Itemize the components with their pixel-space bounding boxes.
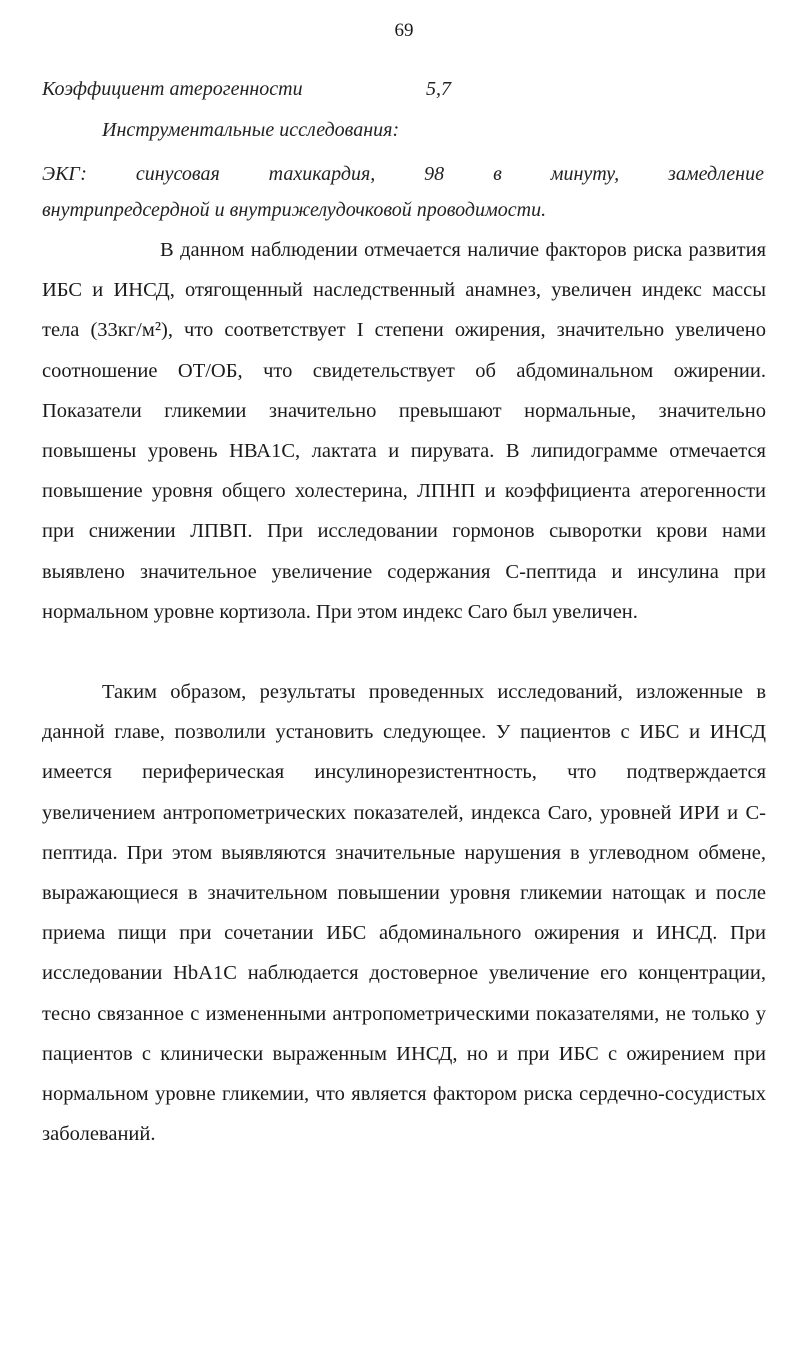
ekg-word: минуту, <box>550 163 620 185</box>
ekg-word: замедление <box>668 163 764 185</box>
ekg-word: в <box>493 163 502 185</box>
coefficient-value: 5,7 <box>426 78 451 100</box>
ekg-word: тахикардия, <box>268 163 376 185</box>
page-number: 69 <box>394 20 414 41</box>
ekg-line-1 <box>42 156 764 192</box>
atherogenic-coefficient-line <box>42 78 762 101</box>
ekg-word: ЭКГ: <box>42 163 87 185</box>
ekg-word: синусовая <box>135 163 220 185</box>
case-observation-paragraph: В данном наблюдении отмечается наличие факторов риска развития ИБС и ИНСД, отягощенный наследственный анамнез, увеличен индекс массы тела (33кг/м²), что соответствует I степени ожирения, значительно увеличено соотношение ОТ/ОБ, что свидетельствует об абдоминальном ожирении. Показатели гликемии значительно превышают нормальные, значительно повышены уровень НВА1С, лактата и пирувата. В липидограмме отмечается повышение уровня общего холестерина, ЛПНП и коэффициента атерогенности при снижении ЛПВП. При исследовании гормонов сыворотки крови нами выявлено значительное увеличение содержания С-пептида и инсулина при нормальном уровне кортизола. При этом индекс Caro был увеличен. <box>42 239 766 623</box>
ekg-finding <box>42 156 764 228</box>
instrumental-studies-heading: Инструментальные исследования: <box>102 119 400 141</box>
ekg-line-2: внутрипредсердной и внутрижелудочковой проводимости. <box>42 199 547 221</box>
coefficient-label: Коэффициент атерогенности <box>42 78 303 100</box>
ekg-word: 98 <box>424 163 445 185</box>
chapter-conclusion-paragraph: Таким образом, результаты проведенных исследований, изложенные в данной главе, позволили установить следующее. У пациентов с ИБС и ИНСД имеется периферическая инсулинорезистентность, что подтверждается увеличением антропометрических показателей, индекса Caro, уровней ИРИ и С-пептида. При этом выявляются значительные нарушения в углеводном обмене, выражающиеся в значительном повышении уровня гликемии натощак и после приема пищи при сочетании ИБС абдоминального ожирения и ИНСД. При исследовании HbA1C наблюдается достоверное увеличение его концентрации, тесно связанное с измененными антропометрическими показателями, не только у пациентов с клинически выраженным ИНСД, но и при ИБС с ожирением при нормальном уровне гликемии, что является фактором риска сердечно-сосудистых заболеваний. <box>42 681 766 1146</box>
